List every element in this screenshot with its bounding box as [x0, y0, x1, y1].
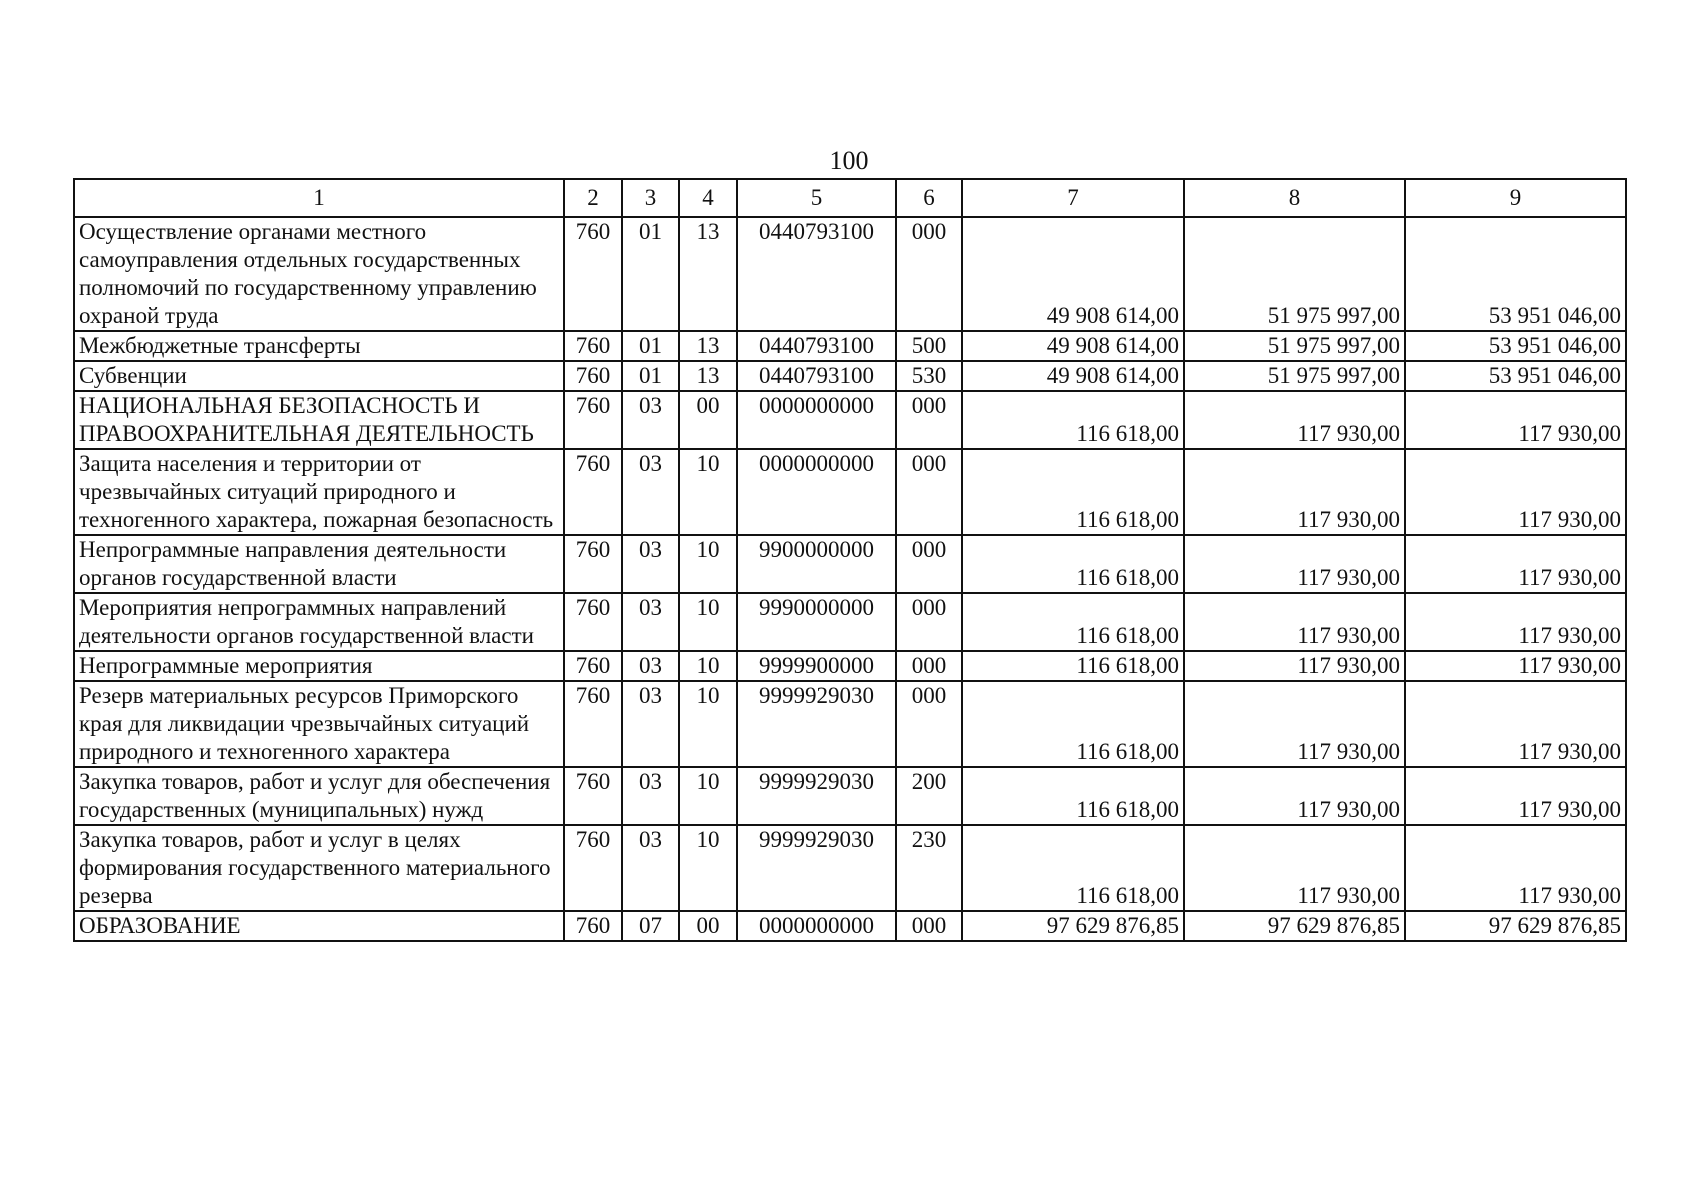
- amount-col8-cell: 117 930,00: [1184, 391, 1405, 449]
- subsection-cell: 10: [679, 825, 737, 911]
- header-cell: 4: [679, 179, 737, 217]
- admin-code-cell: 760: [564, 217, 622, 331]
- target-article-cell: 0000000000: [737, 911, 896, 941]
- admin-code-cell: 760: [564, 449, 622, 535]
- table-row: [74, 449, 1626, 535]
- name-cell: Закупка товаров, работ и услуг для обеспечения государственных (муниципальных) нужд: [74, 767, 564, 825]
- section-cell: 03: [622, 449, 679, 535]
- expense-type-cell: 500: [896, 331, 962, 361]
- amount-col9-cell: 117 930,00: [1405, 449, 1626, 535]
- admin-code-cell: 760: [564, 911, 622, 941]
- target-article-cell: 9999900000: [737, 651, 896, 681]
- expense-type-cell: 530: [896, 361, 962, 391]
- name-cell: Осуществление органами местного самоуправления отдельных государственных полномочий по государственному управлению охраной труда: [74, 217, 564, 331]
- name-cell: Закупка товаров, работ и услуг в целях формирования государственного материального резерва: [74, 825, 564, 911]
- amount-col8-cell: 97 629 876,85: [1184, 911, 1405, 941]
- admin-code-cell: 760: [564, 681, 622, 767]
- subsection-cell: 13: [679, 331, 737, 361]
- amount-col8-cell: 117 930,00: [1184, 825, 1405, 911]
- admin-code-cell: 760: [564, 361, 622, 391]
- amount-col7-cell: 116 618,00: [962, 767, 1184, 825]
- amount-col7-cell: 116 618,00: [962, 593, 1184, 651]
- subsection-cell: 00: [679, 391, 737, 449]
- target-article-cell: 9999929030: [737, 825, 896, 911]
- name-cell: Защита населения и территории от чрезвычайных ситуаций природного и техногенного характера, пожарная безопасность: [74, 449, 564, 535]
- section-cell: 03: [622, 651, 679, 681]
- amount-col9-cell: 117 930,00: [1405, 651, 1626, 681]
- table-row: [74, 535, 1626, 593]
- admin-code-cell: 760: [564, 331, 622, 361]
- header-cell: 7: [962, 179, 1184, 217]
- section-cell: 01: [622, 331, 679, 361]
- subsection-cell: 00: [679, 911, 737, 941]
- amount-col7-cell: 116 618,00: [962, 391, 1184, 449]
- target-article-cell: 9999929030: [737, 767, 896, 825]
- expense-type-cell: 000: [896, 681, 962, 767]
- subsection-cell: 10: [679, 651, 737, 681]
- subsection-cell: 10: [679, 681, 737, 767]
- amount-col9-cell: 53 951 046,00: [1405, 331, 1626, 361]
- amount-col8-cell: 51 975 997,00: [1184, 217, 1405, 331]
- name-cell: Субвенции: [74, 361, 564, 391]
- section-cell: 03: [622, 825, 679, 911]
- subsection-cell: 13: [679, 217, 737, 331]
- expense-type-cell: 000: [896, 535, 962, 593]
- amount-col9-cell: 117 930,00: [1405, 767, 1626, 825]
- admin-code-cell: 760: [564, 825, 622, 911]
- section-cell: 03: [622, 391, 679, 449]
- name-cell: Непрограммные направления деятельности органов государственной власти: [74, 535, 564, 593]
- amount-col9-cell: 117 930,00: [1405, 391, 1626, 449]
- amount-col9-cell: 117 930,00: [1405, 825, 1626, 911]
- table-row: [74, 593, 1626, 651]
- expense-type-cell: 200: [896, 767, 962, 825]
- expense-type-cell: 000: [896, 449, 962, 535]
- amount-col8-cell: 117 930,00: [1184, 535, 1405, 593]
- amount-col7-cell: 116 618,00: [962, 535, 1184, 593]
- amount-col7-cell: 49 908 614,00: [962, 217, 1184, 331]
- header-cell: 2: [564, 179, 622, 217]
- amount-col9-cell: 53 951 046,00: [1405, 361, 1626, 391]
- name-cell: ОБРАЗОВАНИЕ: [74, 911, 564, 941]
- amount-col8-cell: 117 930,00: [1184, 449, 1405, 535]
- amount-col8-cell: 117 930,00: [1184, 593, 1405, 651]
- amount-col7-cell: 97 629 876,85: [962, 911, 1184, 941]
- table-row: [74, 217, 1626, 331]
- amount-col7-cell: 116 618,00: [962, 651, 1184, 681]
- amount-col9-cell: 53 951 046,00: [1405, 217, 1626, 331]
- amount-col8-cell: 51 975 997,00: [1184, 361, 1405, 391]
- subsection-cell: 10: [679, 449, 737, 535]
- amount-col7-cell: 49 908 614,00: [962, 331, 1184, 361]
- section-cell: 03: [622, 767, 679, 825]
- table-row: [74, 331, 1626, 361]
- header-cell: 1: [74, 179, 564, 217]
- amount-col7-cell: 116 618,00: [962, 449, 1184, 535]
- subsection-cell: 10: [679, 593, 737, 651]
- admin-code-cell: 760: [564, 651, 622, 681]
- amount-col8-cell: 117 930,00: [1184, 651, 1405, 681]
- header-cell: 8: [1184, 179, 1405, 217]
- expense-type-cell: 000: [896, 593, 962, 651]
- table-body: [74, 217, 1626, 941]
- section-cell: 03: [622, 681, 679, 767]
- section-cell: 03: [622, 593, 679, 651]
- table-row: [74, 651, 1626, 681]
- section-cell: 01: [622, 361, 679, 391]
- amount-col9-cell: 117 930,00: [1405, 681, 1626, 767]
- admin-code-cell: 760: [564, 593, 622, 651]
- admin-code-cell: 760: [564, 535, 622, 593]
- amount-col7-cell: 116 618,00: [962, 681, 1184, 767]
- name-cell: НАЦИОНАЛЬНАЯ БЕЗОПАСНОСТЬ И ПРАВООХРАНИТЕЛЬНАЯ ДЕЯТЕЛЬНОСТЬ: [74, 391, 564, 449]
- amount-col7-cell: 49 908 614,00: [962, 361, 1184, 391]
- header-row: [74, 179, 1626, 217]
- name-cell: Резерв материальных ресурсов Приморского края для ликвидации чрезвычайных ситуаций природного и техногенного характера: [74, 681, 564, 767]
- target-article-cell: 9990000000: [737, 593, 896, 651]
- section-cell: 07: [622, 911, 679, 941]
- expense-type-cell: 000: [896, 911, 962, 941]
- header-cell: 6: [896, 179, 962, 217]
- amount-col8-cell: 51 975 997,00: [1184, 331, 1405, 361]
- target-article-cell: 9900000000: [737, 535, 896, 593]
- page-number: 100: [829, 146, 869, 175]
- amount-col7-cell: 116 618,00: [962, 825, 1184, 911]
- budget-table: [73, 178, 1627, 942]
- name-cell: Непрограммные мероприятия: [74, 651, 564, 681]
- target-article-cell: 0440793100: [737, 217, 896, 331]
- section-cell: 03: [622, 535, 679, 593]
- table-row: [74, 391, 1626, 449]
- admin-code-cell: 760: [564, 391, 622, 449]
- target-article-cell: 0000000000: [737, 449, 896, 535]
- name-cell: Межбюджетные трансферты: [74, 331, 564, 361]
- name-cell: Мероприятия непрограммных направлений деятельности органов государственной власти: [74, 593, 564, 651]
- amount-col8-cell: 117 930,00: [1184, 681, 1405, 767]
- header-cell: 5: [737, 179, 896, 217]
- subsection-cell: 10: [679, 535, 737, 593]
- amount-col9-cell: 117 930,00: [1405, 593, 1626, 651]
- target-article-cell: 9999929030: [737, 681, 896, 767]
- section-cell: 01: [622, 217, 679, 331]
- expense-type-cell: 000: [896, 391, 962, 449]
- table-row: [74, 767, 1626, 825]
- header-cell: 3: [622, 179, 679, 217]
- table-row: [74, 825, 1626, 911]
- target-article-cell: 0440793100: [737, 361, 896, 391]
- expense-type-cell: 000: [896, 651, 962, 681]
- target-article-cell: 0000000000: [737, 391, 896, 449]
- expense-type-cell: 000: [896, 217, 962, 331]
- subsection-cell: 13: [679, 361, 737, 391]
- table-row: [74, 911, 1626, 941]
- table-row: [74, 361, 1626, 391]
- table-row: [74, 681, 1626, 767]
- target-article-cell: 0440793100: [737, 331, 896, 361]
- subsection-cell: 10: [679, 767, 737, 825]
- amount-col8-cell: 117 930,00: [1184, 767, 1405, 825]
- amount-col9-cell: 117 930,00: [1405, 535, 1626, 593]
- expense-type-cell: 230: [896, 825, 962, 911]
- admin-code-cell: 760: [564, 767, 622, 825]
- amount-col9-cell: 97 629 876,85: [1405, 911, 1626, 941]
- header-cell: 9: [1405, 179, 1626, 217]
